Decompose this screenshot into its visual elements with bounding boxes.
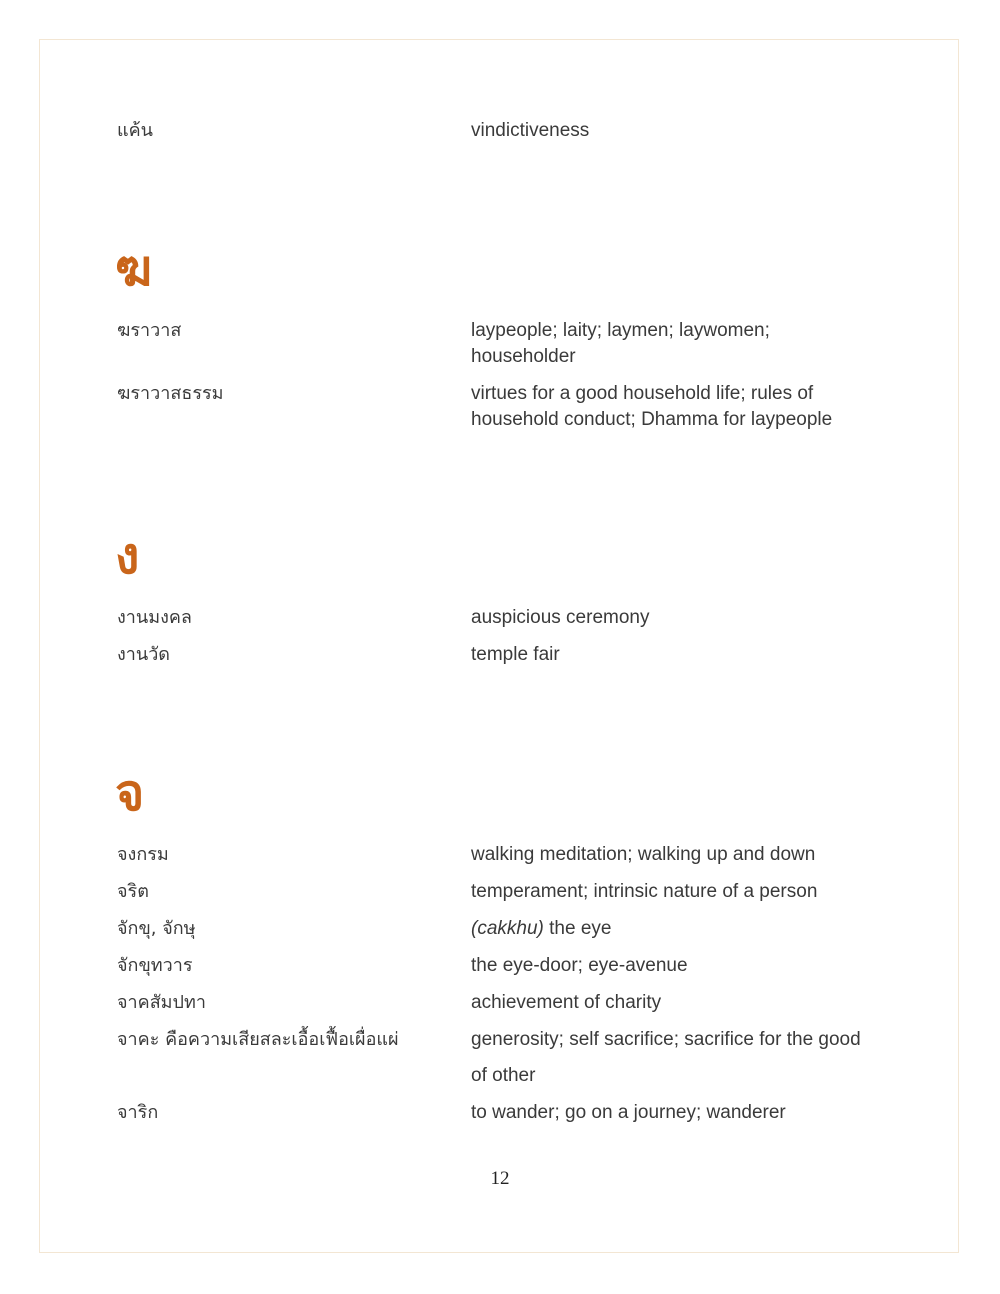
english-definition: walking meditation; walking up and down: [471, 844, 816, 865]
section-letter-cho-chan: จ: [115, 764, 145, 822]
english-definition: [471, 916, 871, 942]
english-definition: temperament; intrinsic nature of a person: [471, 881, 818, 902]
english-definition: vindictiveness: [471, 120, 590, 141]
thai-term: งานวัด: [117, 644, 170, 665]
english-definition: generosity; self sacrifice; sacrifice for the good of other: [471, 1029, 861, 1086]
english-definition: the eye-door; eye-avenue: [471, 955, 688, 976]
english-definition: laypeople; laity; laymen; laywomen; householder: [471, 320, 770, 367]
thai-term: จริต: [117, 881, 149, 902]
thai-term: จาคะ คือความเสียสละเอื้อเฟื้อเผื่อแผ่: [117, 1029, 399, 1050]
english-definition: virtues for a good household life; rules of household conduct; Dhamma for laypeople: [471, 383, 833, 430]
page-number: 12: [490, 1168, 510, 1189]
thai-term: ฆราวาสธรรม: [117, 383, 224, 404]
thai-term: จาคสัมปทา: [117, 992, 206, 1013]
thai-term: แค้น: [117, 120, 153, 141]
pali-term: (cakkhu): [471, 918, 544, 939]
thai-term: จงกรม: [117, 844, 169, 865]
thai-term: จาริก: [117, 1102, 159, 1123]
section-letter-kho-rakhang: ฆ: [115, 239, 153, 297]
thai-term: จักขุทวาร: [117, 955, 193, 976]
english-definition: to wander; go on a journey; wanderer: [471, 1102, 786, 1123]
definition-text: the eye: [543, 918, 612, 939]
thai-term: งานมงคล: [117, 607, 192, 628]
section-letter-ngo-ngu: ง: [115, 527, 140, 585]
english-definition: auspicious ceremony: [471, 607, 650, 628]
thai-term: จักขุ, จักษุ: [117, 918, 196, 939]
thai-term: ฆราวาส: [117, 320, 182, 341]
english-definition: achievement of charity: [471, 992, 662, 1013]
english-definition: temple fair: [471, 644, 560, 665]
